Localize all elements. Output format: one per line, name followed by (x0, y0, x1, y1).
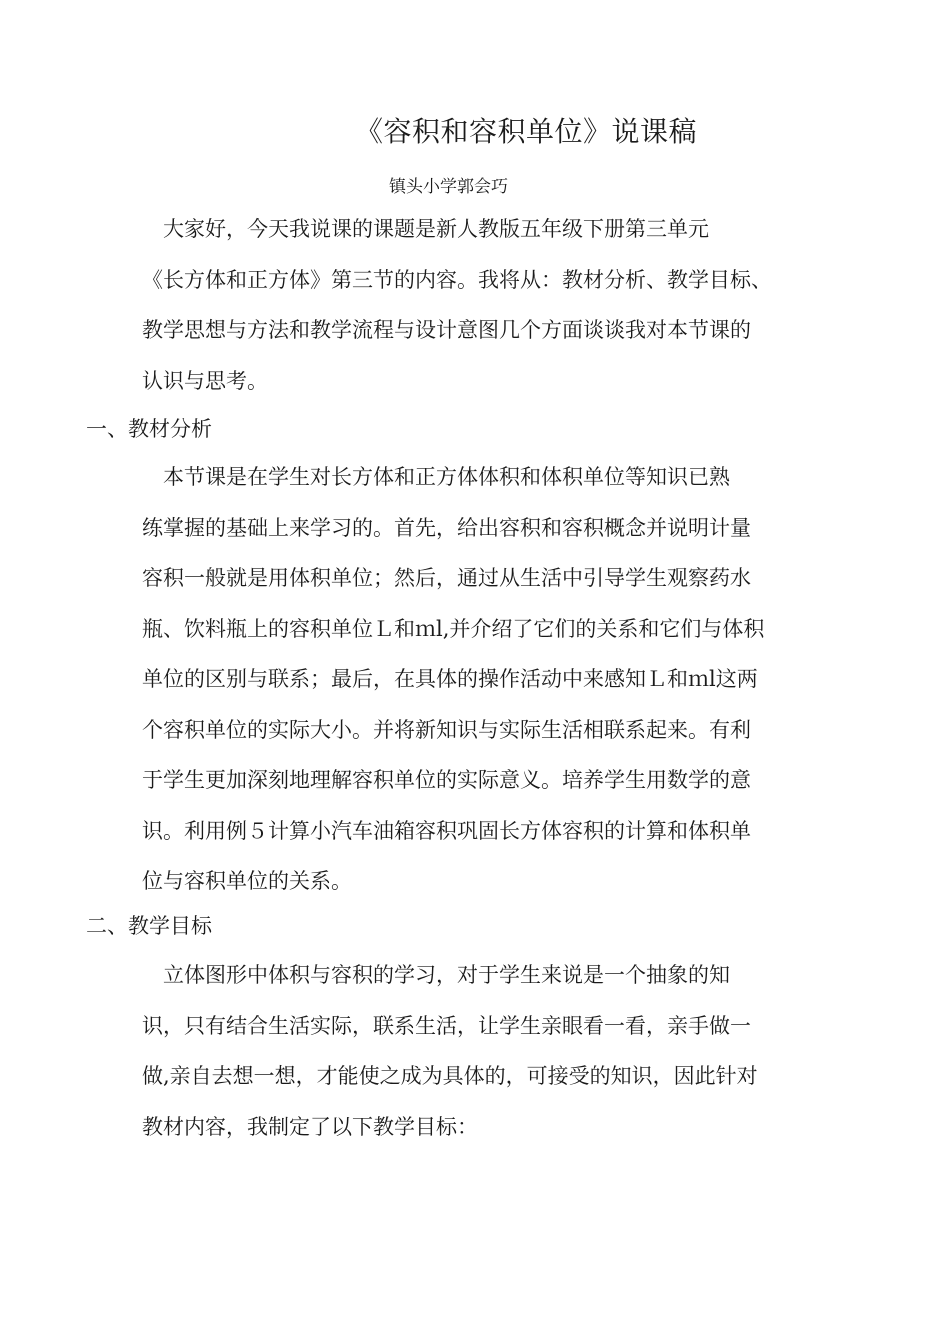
document-title: 《容积和容积单位》说课稿 (355, 115, 698, 148)
paragraph-line: 位与容积单位的关系。 (142, 869, 352, 893)
paragraph-line: 识。利用例５计算小汽车油箱容积巩固长方体容积的计算和体积单 (142, 818, 751, 843)
paragraph-line: 个容积单位的实际大小。并将新知识与实际生活相联系起来。有利 (142, 717, 751, 742)
paragraph-line: 大家好，今天我说课的课题是新人教版五年级下册第三单元 (142, 217, 709, 241)
paragraph-line: 练掌握的基础上来学习的。首先，给出容积和容积概念并说明计量 (142, 515, 751, 540)
material-analysis-paragraph (142, 452, 842, 907)
paragraph-line: 识，只有结合生活实际，联系生活，让学生亲眼看一看，亲手做一 (142, 1013, 751, 1038)
paragraph-line: 单位的区别与联系；最后，在具体的操作活动中来感知Ｌ和ｍl这两 (142, 667, 758, 691)
paragraph-line: 本节课是在学生对长方体和正方体体积和体积单位等知识已熟 (142, 465, 730, 489)
section-heading-teaching-goals: 二、教学目标 (86, 914, 212, 938)
teaching-goals-paragraph (142, 950, 842, 1152)
paragraph-line: 教材内容，我制定了以下教学目标： (142, 1114, 478, 1139)
paragraph-line: 于学生更加深刻地理解容积单位的实际意义。培养学生用数学的意 (142, 768, 751, 792)
paragraph-line: 做,亲自去想一想，才能使之成为具体的，可接受的知识，因此针对 (142, 1064, 758, 1088)
paragraph-line: 立体图形中体积与容积的学习，对于学生来说是一个抽象的知 (142, 963, 730, 987)
section-heading-material-analysis: 一、教材分析 (86, 417, 212, 441)
intro-paragraph (142, 204, 842, 406)
paragraph-line: 认识与思考。 (142, 368, 268, 393)
paragraph-line: 容积一般就是用体积单位；然后，通过从生活中引导学生观察药水 (142, 566, 751, 590)
paragraph-line: 教学思想与方法和教学流程与设计意图几个方面谈谈我对本节课的 (142, 318, 751, 342)
document-author: 镇头小学郭会巧 (389, 177, 508, 197)
paragraph-line: 《长方体和正方体》第三节的内容。我将从：教材分析、教学目标、 (142, 267, 772, 292)
paragraph-line: 瓶、饮料瓶上的容积单位Ｌ和ｍl,并介绍了它们的关系和它们与体积 (142, 616, 765, 641)
